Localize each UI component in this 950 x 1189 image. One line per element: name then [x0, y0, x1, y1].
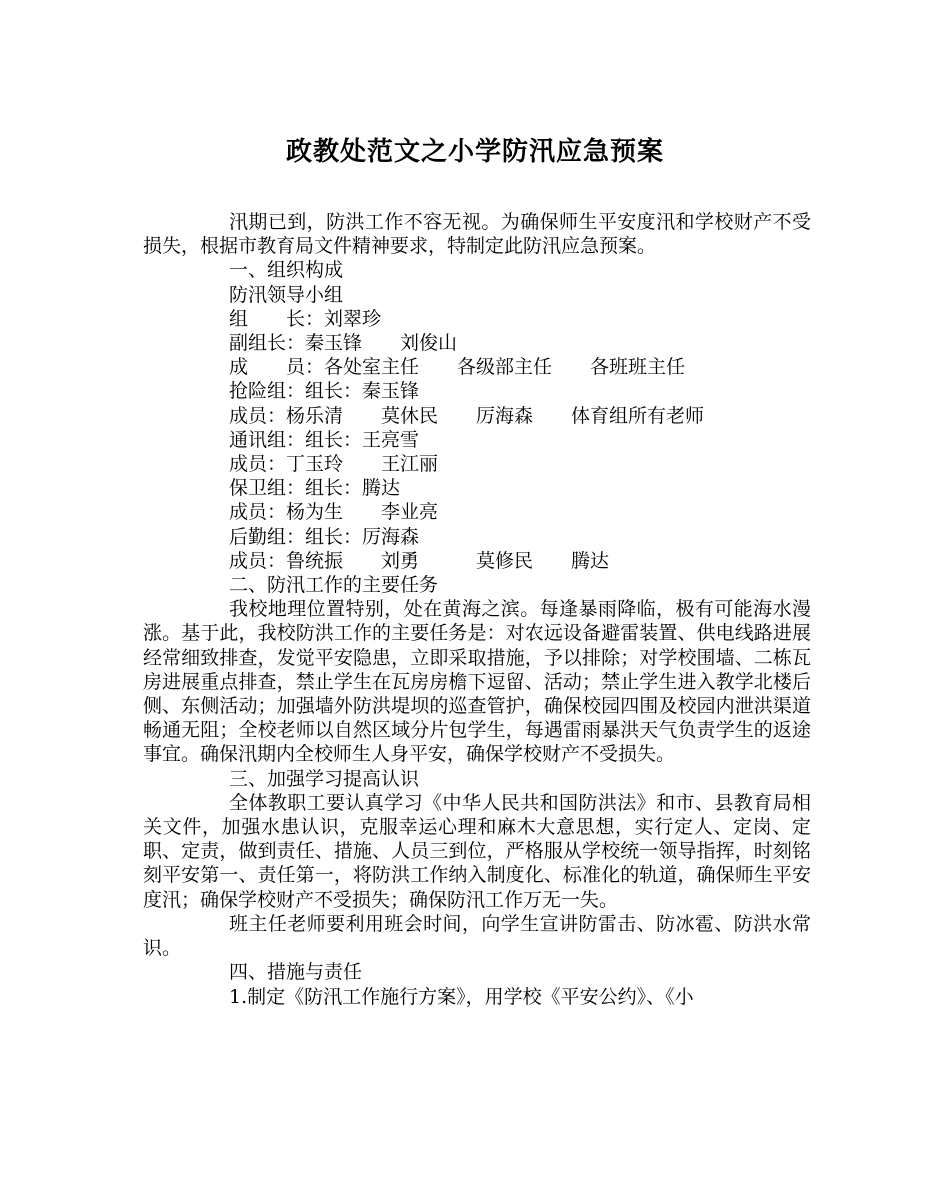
section-3-paragraph-1: 全体教职工要认真学习《中华人民共和国防洪法》和市、县教育局相关文件，加强水患认识，克服幸运心理和麻木大意思想，实行定人、定岗、定职、定责，做到责任、措施、人员三到位，严格服从学校统一领导指挥，时刻铭刻平安第一、责任第一，将防洪工作纳入制度化、标准化的轨道，确保师生平安度汛；确保学校财产不受损失；确保防汛工作万无一失。 — [143, 791, 811, 911]
org-line-comms-members: 成员：丁玉玲 王江丽 — [229, 453, 439, 476]
org-line-security-members: 成员：杨为生 李业亮 — [229, 501, 439, 524]
intro-paragraph: 汛期已到，防洪工作不容无视。为确保师生平安度汛和学校财产不受损失，根据市教育局文件精神要求，特制定此防汛应急预案。 — [143, 211, 811, 258]
document-body — [143, 210, 811, 1009]
org-line-security-leader: 保卫组：组长：腾达 — [229, 477, 401, 500]
section-3-paragraph-2: 班主任老师要利用班会时间，向学生宣讲防雷击、防冰雹、防洪水常识。 — [143, 912, 811, 960]
document-title: 政教处范文之小学防汛应急预案 — [285, 137, 664, 167]
section-2-paragraph: 我校地理位置特别，处在黄海之滨。每逢暴雨降临，极有可能海水漫涨。基于此，我校防洪工作的主要任务是：对农远设备避雷装置、供电线路进展经常细致排查，发觉平安隐患，立即采取措施，予以排除；对学校围墙、二栋瓦房进展重点排查，禁止学生在瓦房房檐下逗留、活动；禁止学生进入教学北楼后侧、东侧活动；加强墙外防洪堤坝的巡查管护，确保校园四围及校园内泄洪渠道畅通无阻；全校老师以自然区域分片包学生，每遇雷雨暴洪天气负责学生的返途事宜。确保汛期内全校师生人身平安，确保学校财产不受损失。 — [143, 598, 811, 766]
org-line-rescue-leader: 抢险组：组长：秦玉锋 — [229, 380, 420, 403]
section-4-heading: 四、措施与责任 — [229, 961, 363, 984]
org-line-members: 成 员：各处室主任 各级部主任 各班班主任 — [229, 356, 686, 379]
section-1-heading: 一、组织构成 — [229, 259, 344, 282]
org-line-logistics-leader: 后勤组：组长：厉海森 — [229, 525, 420, 548]
section-3-heading: 三、加强学习提高认识 — [229, 767, 420, 790]
org-line-leader: 组 长：刘翠珍 — [229, 307, 382, 330]
org-line-deputy: 副组长：秦玉锋 刘俊山 — [229, 332, 458, 355]
org-line-comms-leader: 通讯组：组长：王亮雪 — [229, 428, 420, 451]
org-line-rescue-members: 成员：杨乐清 莫休民 厉海森 体育组所有老师 — [229, 404, 705, 427]
section-1-subheading: 防汛领导小组 — [229, 283, 344, 306]
section-2-heading: 二、防汛工作的主要任务 — [229, 574, 439, 597]
org-line-logistics-members: 成员：鲁统振 刘勇 莫修民 腾达 — [229, 549, 610, 572]
section-4-item-1: 1.制定《防汛工作施行方案》，用学校《平安公约》、《小 — [229, 985, 694, 1008]
